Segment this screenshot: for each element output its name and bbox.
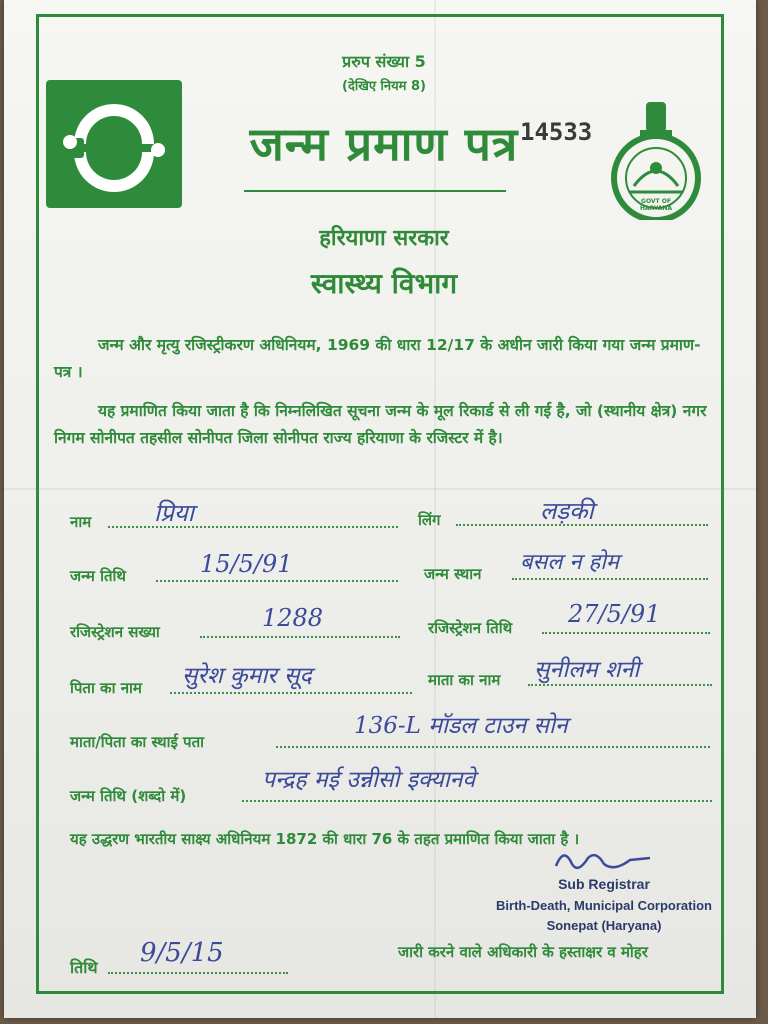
registrar-title: Sub Registrar	[558, 876, 650, 892]
dob-words-value: पन्द्रह मई उन्नीसो इक्यानवे	[262, 767, 476, 793]
emblem-text: GOVT OF HARYANA	[639, 198, 673, 212]
title-underline	[244, 190, 506, 192]
form-number: प्ररुप संख्या 5	[342, 52, 426, 71]
department-name: स्वास्थ्य विभाग	[310, 267, 458, 300]
name-line	[108, 526, 398, 528]
registration-date-value: 27/5/91	[568, 600, 661, 628]
mother-name-value: सुनीलम शनी	[534, 657, 640, 683]
intro-paragraph-2: यह प्रमाणित किया जाता है कि निम्नलिखित सूचना जन्म के मूल रिकार्ड से ली गई है, जो (स्थानीय क्षेत्र) नगर निगम सोनीपत तहसील सोनीपत जिला सोनीपत राज्य हरियाणा के रजिस्टर में है।	[54, 402, 707, 447]
name-label: नाम	[70, 513, 92, 531]
registration-number-label: रजिस्ट्रेशन सख्या	[70, 623, 160, 641]
haryana-emblem	[600, 96, 712, 220]
dob-words-label: जन्म तिथि (शब्दो में)	[70, 787, 187, 805]
issue-date-label: तिथि	[70, 958, 98, 977]
health-logo-icon	[46, 80, 182, 208]
sex-label: लिंग	[418, 511, 441, 529]
certification-text: यह उद्धरण भारतीय साक्ष्य अधिनियम 1872 की धारा 76 के तहत प्रमाणित किया जाता है ।	[70, 830, 580, 848]
issue-date-value: 9/5/15	[140, 938, 224, 968]
mother-name-label: माता का नाम	[428, 671, 501, 689]
intro-paragraph-1: जन्म और मृत्यु रजिस्ट्रीकरण अधिनियम, 1969 की धारा 12/17 के अधीन जारी किया गया जन्म प्रमाण-पत्र ।	[54, 336, 701, 381]
certificate-paper	[4, 0, 756, 1018]
registration-number-value: 1288	[262, 604, 324, 632]
registration-date-label: रजिस्ट्रेशन तिथि	[428, 619, 513, 637]
name-value: प्रिया	[154, 499, 195, 527]
rule-reference: (देखिए नियम 8)	[342, 79, 426, 94]
signature-icon	[548, 840, 658, 880]
dob-line	[156, 580, 398, 582]
sex-value: लड़की	[540, 497, 594, 525]
address-label: माता/पिता का स्थाई पता	[70, 733, 205, 751]
registration-date-line	[542, 632, 710, 634]
issue-date-line	[108, 972, 288, 974]
health-logo	[46, 80, 182, 208]
father-name-value: सुरेश कुमार सूद	[182, 663, 312, 689]
dob-words-line	[242, 800, 712, 802]
government-name: हरियाणा सरकार	[319, 226, 449, 251]
father-name-line	[170, 692, 412, 694]
serial-number: 14533	[520, 118, 593, 146]
pob-value: बसल न होम	[520, 550, 620, 575]
pob-label: जन्म स्थान	[424, 565, 482, 583]
dob-label: जन्म तिथि	[70, 567, 126, 585]
page-title: जन्म प्रमाण पत्र	[249, 117, 519, 171]
registration-number-line	[200, 636, 400, 638]
registrar-department: Birth-Death, Municipal Corporation	[496, 898, 712, 913]
mother-name-line	[528, 684, 712, 686]
father-name-label: पिता का नाम	[70, 679, 142, 697]
pob-line	[512, 578, 708, 580]
dob-value: 15/5/91	[200, 550, 293, 578]
address-line	[276, 746, 710, 748]
issuer-signature-label: जारी करने वाले अधिकारी के हस्ताक्षर व मोहर	[398, 943, 648, 961]
address-value: 136-L मॉडल टाउन सोन	[354, 713, 568, 739]
registrar-location: Sonepat (Haryana)	[546, 918, 662, 933]
